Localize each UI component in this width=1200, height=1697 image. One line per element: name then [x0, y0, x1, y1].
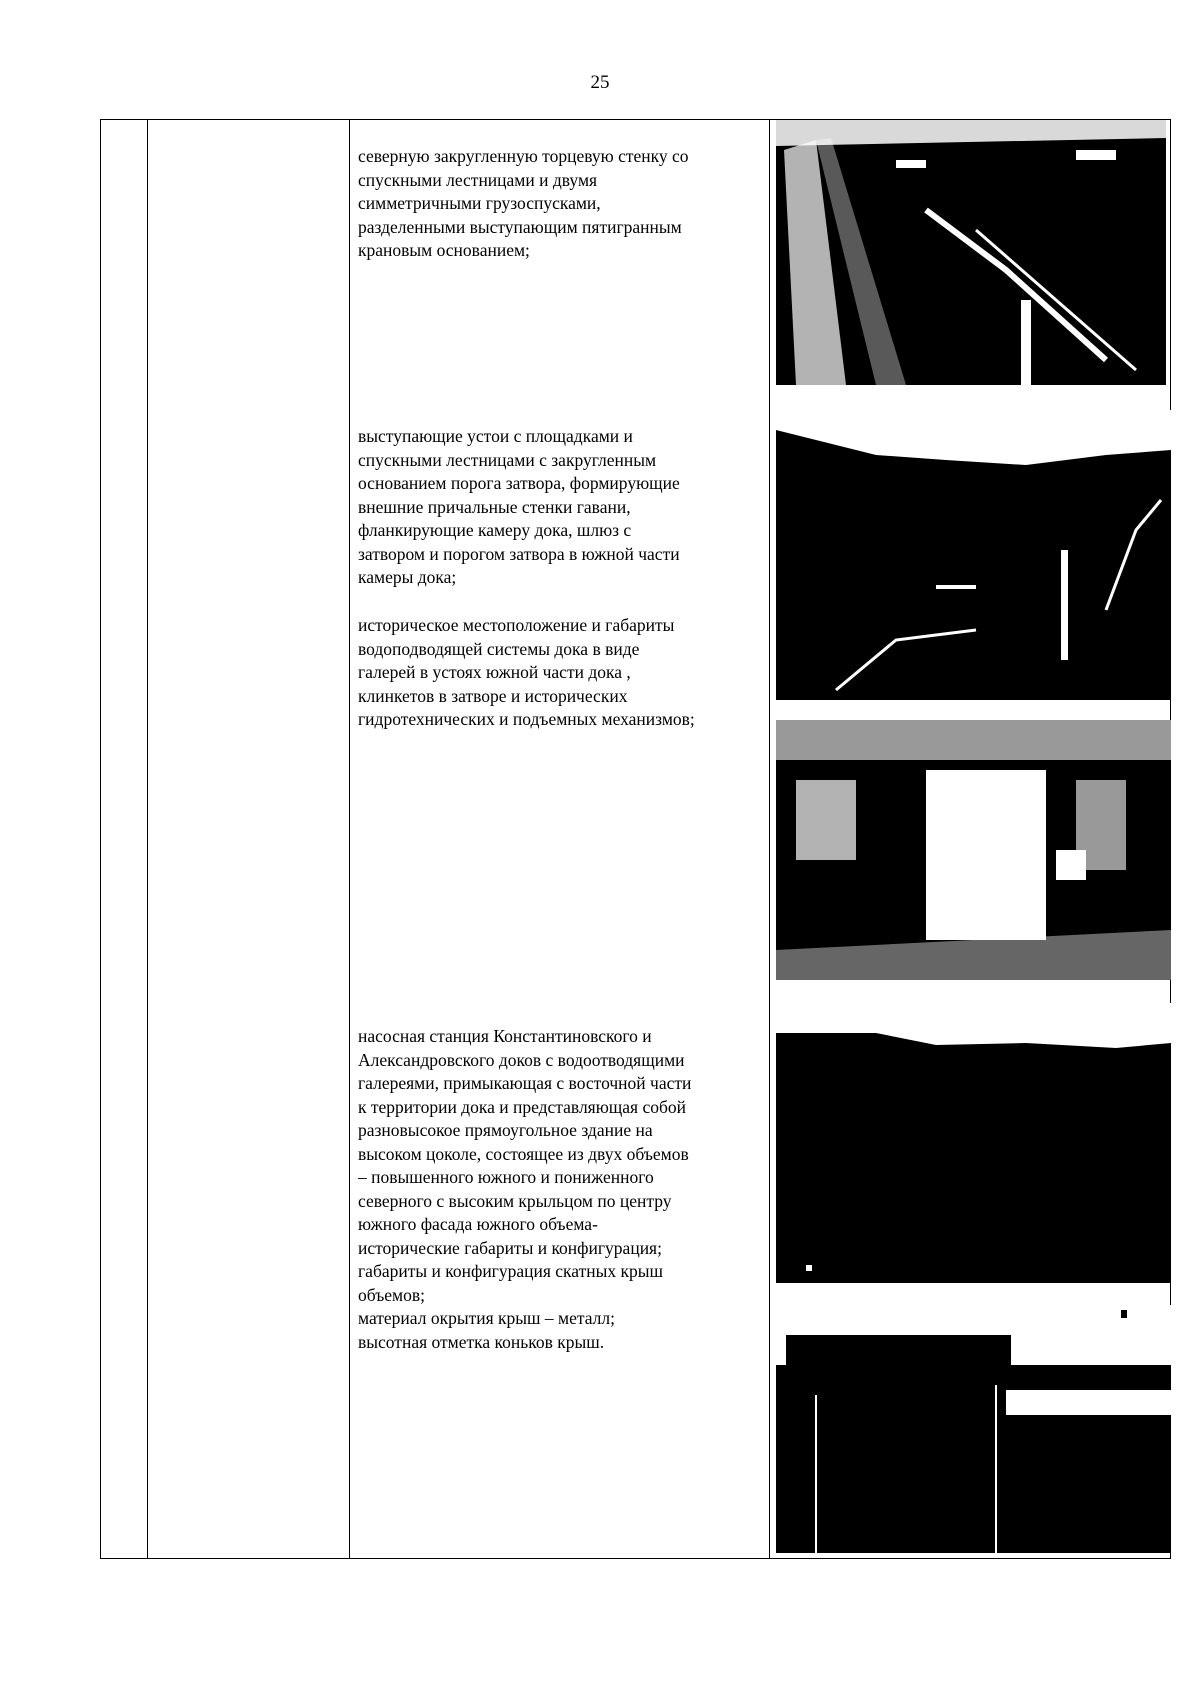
photo-pumping-station-building [776, 1305, 1171, 1553]
page-number: 25 [590, 72, 610, 93]
feature-text-pumping-station: насосная станция Константиновского и Александровского доков с водоотводящими галереями, примыкающая с восточной части к территории дока и представляющая собой разновысокое прямоугольное здание на высоком цоколе, состоящее из двух объемов – повышенного южного и пониженного северного с высоким крыльцом по центру южного фасада южного объема- исторические габариты и конфигурация; габариты и конфигурация скатных крыш объемов; материал окрытия крыш – металл; высотная отметка коньков крыш. [358, 1026, 692, 1352]
feature-text-water-system: историческое местоположение и габариты водоподводящей системы дока в виде галерей в устоях южной части дока , клинкетов в затворе и исторических гидротехнических и подъемных механизмов; [358, 615, 695, 729]
photo-abutments [776, 410, 1171, 700]
photo-north-wall [776, 120, 1166, 385]
column-divider-1 [147, 120, 148, 1558]
photo-pumping-station-wide [776, 1003, 1171, 1283]
feature-text-abutments: выступающие устои с площадками и спускными лестницами с закругленным основанием порога затвора, формирующие внешние причальные стенки гавани, фланкирующие камеру дока, шлюз с затвором и порогом затвора в южной части камеры дока; [358, 426, 680, 587]
feature-text-north-wall: северную закругленную торцевую стенку со спускными лестницами и двумя симметричными грузоспусками, разделенными выступающим пятигранным крановым основанием; [358, 146, 689, 260]
photo-water-system [776, 720, 1171, 980]
column-divider-3 [769, 120, 770, 1558]
column-divider-2 [349, 120, 350, 1558]
